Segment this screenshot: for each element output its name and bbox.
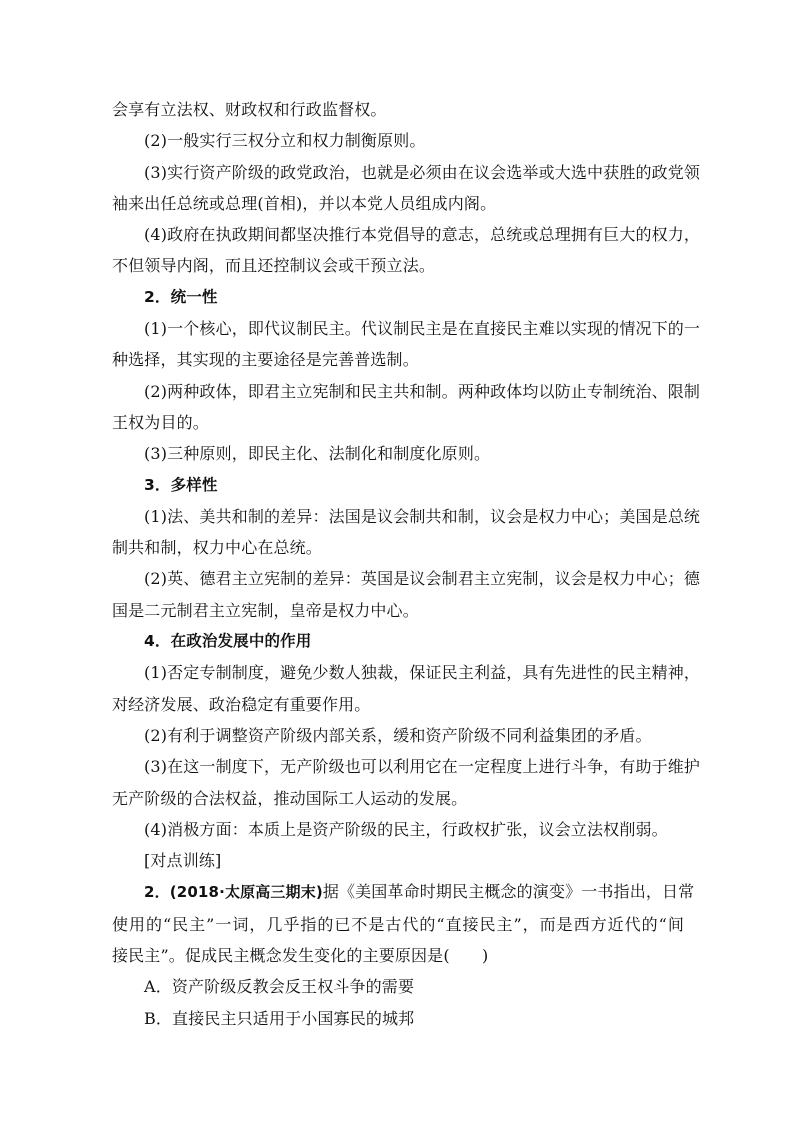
option-a: A．资产阶级反教会反王权斗争的需要 bbox=[144, 977, 415, 997]
document-body bbox=[112, 94, 701, 1034]
section-heading-diversity: 3．多样性 bbox=[144, 475, 218, 494]
list-item-unity-2-line1: (2)两种政体，即君主立宪制和民主共和制。两种政体均以防止专制统治、限制 bbox=[144, 381, 701, 401]
list-item-role-3-line2: 无产阶级的合法权益，推动国际工人运动的发展。 bbox=[112, 788, 468, 808]
question-line2: 使用的“民主”一词，几乎指的已不是古代的“直接民主”，而是西方近代的“间 bbox=[112, 914, 684, 934]
list-item-political-3-line1: (3)实行资产阶级的政党政治，也就是必须由在议会选举或大选中获胜的政党领 bbox=[144, 162, 701, 182]
list-item-diversity-1-line1: (1)法、美共和制的差异：法国是议会制共和制，议会是权力中心；美国是总统 bbox=[144, 506, 701, 526]
question-number: 2． bbox=[144, 883, 170, 902]
list-item-diversity-2-line1: (2)英、德君主立宪制的差异：英国是议会制君主立宪制，议会是权力中心；德 bbox=[144, 569, 701, 589]
paragraph-continuation: 会享有立法权、财政权和行政监督权。 bbox=[112, 100, 387, 119]
list-item-unity-1-line2: 种选择，其实现的主要途径是完善普选制。 bbox=[112, 350, 419, 370]
list-item-political-4-line2: 不但领导内阁，而且还控制议会或干预立法。 bbox=[112, 256, 436, 276]
section-heading-role: 4．在政治发展中的作用 bbox=[144, 632, 312, 651]
question-line1 bbox=[112, 876, 695, 908]
section-heading-unity: 2．统一性 bbox=[144, 287, 218, 306]
list-item-unity-3: (3)三种原则，即民主化、法制化和制度化原则。 bbox=[144, 444, 491, 464]
list-item-role-3-line1: (3)在这一制度下，无产阶级也可以利用它在一定程度上进行斗争，有助于维护 bbox=[144, 757, 701, 777]
list-item-diversity-1-line2: 制共和制，权力中心在总统。 bbox=[112, 538, 322, 558]
practice-heading: [对点训练] bbox=[144, 851, 222, 871]
list-item-role-2: (2)有利于调整资产阶级内部关系，缓和资产阶级不同利益集团的矛盾。 bbox=[144, 725, 652, 745]
list-item-unity-1-line1: (1)一个核心，即代议制民主。代议制民主是在直接民主难以实现的情况下的一 bbox=[144, 319, 701, 339]
list-item-political-3-line2: 袖来出任总统或总理(首相)，并以本党人员组成内阁。 bbox=[112, 193, 497, 213]
list-item-diversity-2-line2: 国是二元制君主立宪制，皇帝是权力中心。 bbox=[112, 600, 419, 620]
question-source: (2018·太原高三期末) bbox=[169, 883, 323, 902]
list-item-political-2: (2)一般实行三权分立和权力制衡原则。 bbox=[144, 131, 426, 151]
question-text-start: 据《美国革命时期民主概念的演变》一书指出，日常 bbox=[322, 882, 695, 902]
list-item-role-1-line2: 对经济发展、政治稳定有重要作用。 bbox=[112, 694, 371, 714]
list-item-unity-2-line2: 王权为目的。 bbox=[112, 412, 209, 432]
list-item-role-4: (4)消极方面：本质上是资产阶级的民主，行政权扩张，议会立法权削弱。 bbox=[144, 819, 668, 839]
list-item-role-1-line1: (1)否定专制制度，避免少数人独裁，保证民主利益，具有先进性的民主精神， bbox=[144, 663, 701, 683]
list-item-political-4-line1: (4)政府在执政期间都坚决推行本党倡导的意志，总统或总理拥有巨大的权力， bbox=[144, 225, 701, 245]
option-b: B．直接民主只适用于小国寡民的城邦 bbox=[144, 1008, 415, 1028]
question-line3: 接民主”。促成民主概念发生变化的主要原因是( ) bbox=[112, 946, 489, 966]
